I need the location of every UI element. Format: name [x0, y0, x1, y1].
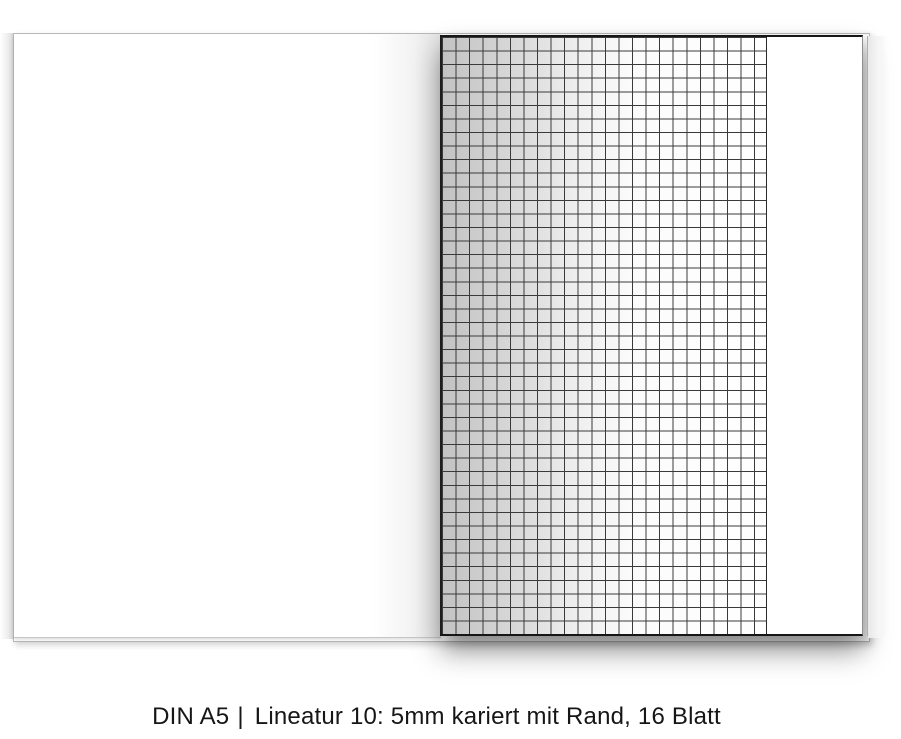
page-stack-left-edge	[0, 33, 14, 639]
caption-description: Lineatur 10: 5mm kariert mit Rand, 16 Blatt	[254, 703, 721, 730]
right-margin-area	[767, 37, 862, 634]
caption-format: DIN A5	[152, 703, 230, 730]
right-squared-page	[440, 35, 863, 636]
caption-separator: |	[237, 703, 244, 730]
page-right-shadow	[868, 36, 888, 638]
caption	[0, 703, 887, 731]
squared-grid-area	[440, 37, 767, 634]
left-blank-page	[14, 34, 441, 638]
